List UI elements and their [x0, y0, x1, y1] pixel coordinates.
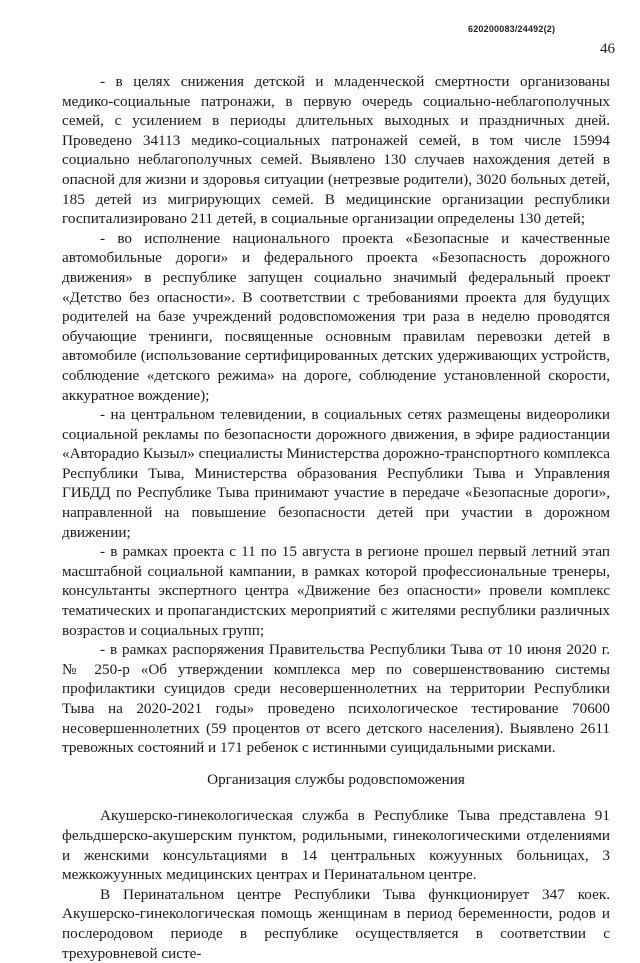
document-id: 620200083/24492(2)	[468, 24, 556, 34]
paragraph-obstetric-service: Акушерско-гинекологическая служба в Республике Тыва представлена 91 фельдшерско-акушерским пунктом, родильными, гинекологическими отделениями и женскими консультациями в 14 центральных кожуунных больницах, 3 межкожуунных медицинских центрах и Перинатальном центре.	[62, 807, 610, 884]
section-heading: Организация службы родовспоможения	[207, 770, 465, 788]
paragraph-infant-mortality: - в целях снижения детской и младенческой смертности организованы медико-социальные патронажи, в первую очередь социально-неблагополучных семей, с усилением в периоды длительных выходных и праздничных дней. Проведено 34113 медико-социальных патронажей семей, в том числе 15994 социально неблагополучных семей. Выявлено 130 случаев нахождения детей в опасной для жизни и здоровья ситуации (нетрезвые родители), 3020 больных детей, 185 детей из мигрирующих семей. В медицинские организации республики госпитализировано 211 детей, в социальные организации определены 130 детей;	[62, 73, 610, 228]
paragraph-road-safety-project: - во исполнение национального проекта «Безопасные и качественные автомобильные дороги» и федерального проекта «Безопасность дорожного движения» в республике запущен социально значимый федеральный проект «Детство без опасности». В соответствии с требованиями проекта для будущих родителей на базе учреждений родовспоможения три раза в неделю проводятся обучающие тренинги, посвященные основным правилам перевозки детей в автомобиле (использование сертифицированных детских удерживающих устройств, соблюдение «детского режима» на дороге, соблюдение установленной скорости, аккуратное вождение);	[62, 229, 610, 404]
paragraph-social-advertising: - на центральном телевидении, в социальных сетях размещены видеоролики социальной рекламы по безопасности дорожного движения, в эфире радиостанции «Авторадио Кызыл» специалисты Министерства дорожно-транспортного комплекса Республики Тыва, Министерства образования Республики Тыва и Управления ГИБДД по Республике Тыва принимают участие в передаче «Безопасные дороги», направленной на повышение безопасности детей при участии в дорожном движении;	[62, 406, 610, 541]
paragraph-perinatal-center: В Перинатальном центре Республики Тыва функционирует 347 коек. Акушерско-гинекологическая помощь женщинам в период беременности, родов и послеродовом периоде в республике осуществляется в соответствии с трехуровневой систе-	[62, 885, 610, 962]
document-body	[62, 72, 610, 963]
paragraph-suicide-prevention: - в рамках распоряжения Правительства Республики Тыва от 10 июня 2020 г. № 250-р «Об утверждении комплекса мер по совершенствованию системы профилактики суицидов среди несовершеннолетних на территории Республики Тыва на 2020-2021 годы» проведено психологическое тестирование 70600 несовершеннолетних (59 процентов от всего детского населения). Выявлено 2611 тревожных состояний и 171 ребенок с истинными суицидальными рисками.	[62, 641, 610, 757]
paragraph-summer-campaign: - в рамках проекта с 11 по 15 августа в регионе прошел первый летний этап масштабной социальной кампании, в рамках которой профессиональные тренеры, консультанты экспертного центра «Движение без опасности» провели комплекс тематических и пропагандистских мероприятий с жителями республики различных возрастов и социальных групп;	[62, 543, 610, 639]
page-number: 46	[600, 41, 615, 57]
